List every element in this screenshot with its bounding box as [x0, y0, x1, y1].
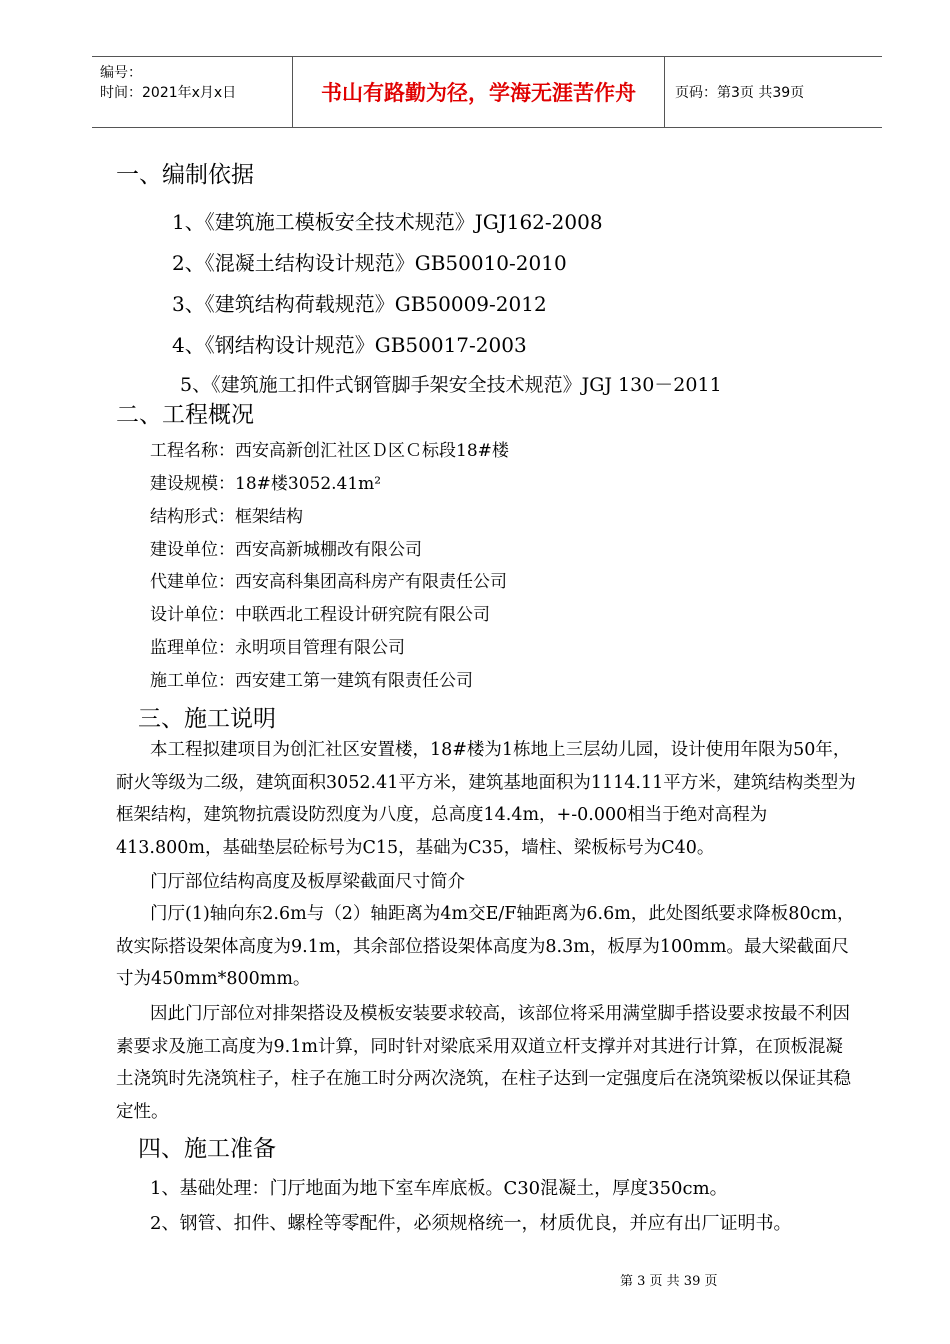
- reference-item: 5、《建筑施工扣件式钢管脚手架安全技术规范》JGJ 130－2011: [180, 374, 722, 396]
- info-item: 施工单位：西安建工第一建筑有限责任公司: [150, 671, 473, 691]
- info-item: 结构形式：框架结构: [150, 507, 303, 527]
- time-label: 时间：2021年x月x日: [100, 85, 237, 101]
- section-title-description: 三、施工说明: [138, 706, 276, 732]
- info-item: 设计单位：中联西北工程设计研究院有限公司: [150, 605, 490, 625]
- section-title-basis: 一、编制依据: [116, 162, 254, 188]
- info-item: 工程名称：西安高新创汇社区Ｄ区Ｃ标段18#楼: [150, 441, 509, 461]
- paragraph-method: 因此门厅部位对排架搭设及模板安装要求较高，该部位将采用满堂脚手搭设要求按最不利因素要求及施工高度为9.1m计算，同时针对梁底采用双道立杆支撑并对其进行计算，在顶板混凝土浇筑时先浇筑柱子，柱子在施工时分两次浇筑，在柱子达到一定强度后在浇筑梁板以保证其稳定性。: [116, 1004, 851, 1122]
- info-item: 建设单位：西安高新城棚改有限公司: [150, 540, 422, 560]
- page-number-label: 页码：第3页 共39页: [675, 85, 805, 101]
- reference-item: 1、《建筑施工模板安全技术规范》JGJ162-2008: [172, 210, 603, 234]
- page-header: [92, 56, 882, 128]
- page-footer: 第 3 页 共 39 页: [620, 1274, 718, 1289]
- reference-item: 4、《钢结构设计规范》GB50017-2003: [172, 333, 527, 357]
- preparation-item: 2、钢管、扣件、螺栓等零配件，必须规格统一，材质优良，并应有出厂证明书。: [150, 1213, 792, 1234]
- section-title-overview: 二、工程概况: [116, 402, 254, 428]
- section-title-preparation: 四、施工准备: [138, 1136, 276, 1162]
- reference-item: 2、《混凝土结构设计规范》GB50010-2010: [172, 251, 567, 275]
- header-meta: [92, 57, 293, 127]
- header-motto: 书山有路勤为径，学海无涯苦作舟: [293, 57, 665, 127]
- reference-item: 3、《建筑结构荷载规范》GB50009-2012: [172, 292, 547, 316]
- paragraph-heading: 门厅部位结构高度及板厚梁截面尺寸简介: [150, 872, 465, 892]
- paragraph-lobby: 门厅(1)轴向东2.6m与（2）轴距离为4m交E/F轴距离为6.6m，此处图纸要求降板80cm，故实际搭设架体高度为9.1m，其余部位搭设架体高度为8.3m，板厚为100mm。最大梁截面尺寸为450mm*800mm。: [116, 904, 855, 990]
- code-label: 编号：: [100, 65, 142, 81]
- info-item: 监理单位：永明项目管理有限公司: [150, 638, 405, 658]
- info-item: 代建单位：西安高科集团高科房产有限责任公司: [150, 572, 507, 592]
- preparation-item: 1、基础处理：门厅地面为地下室车库底板。C30混凝土，厚度350cm。: [150, 1178, 728, 1199]
- info-item: 建设规模：18#楼3052.41m²: [150, 474, 382, 494]
- paragraph-project: 本工程拟建项目为创汇社区安置楼，18#楼为1栋地上三层幼儿园，设计使用年限为50年，耐火等级为二级，建筑面积3052.41平方米，建筑基地面积为1114.11平方米，建筑结构类型为框架结构，建筑物抗震设防烈度为八度，总高度14.4m，+-0.000相当于绝对高程为413.800m，基础垫层砼标号为C15，基础为C35，墙柱、梁板标号为C40。: [116, 740, 856, 858]
